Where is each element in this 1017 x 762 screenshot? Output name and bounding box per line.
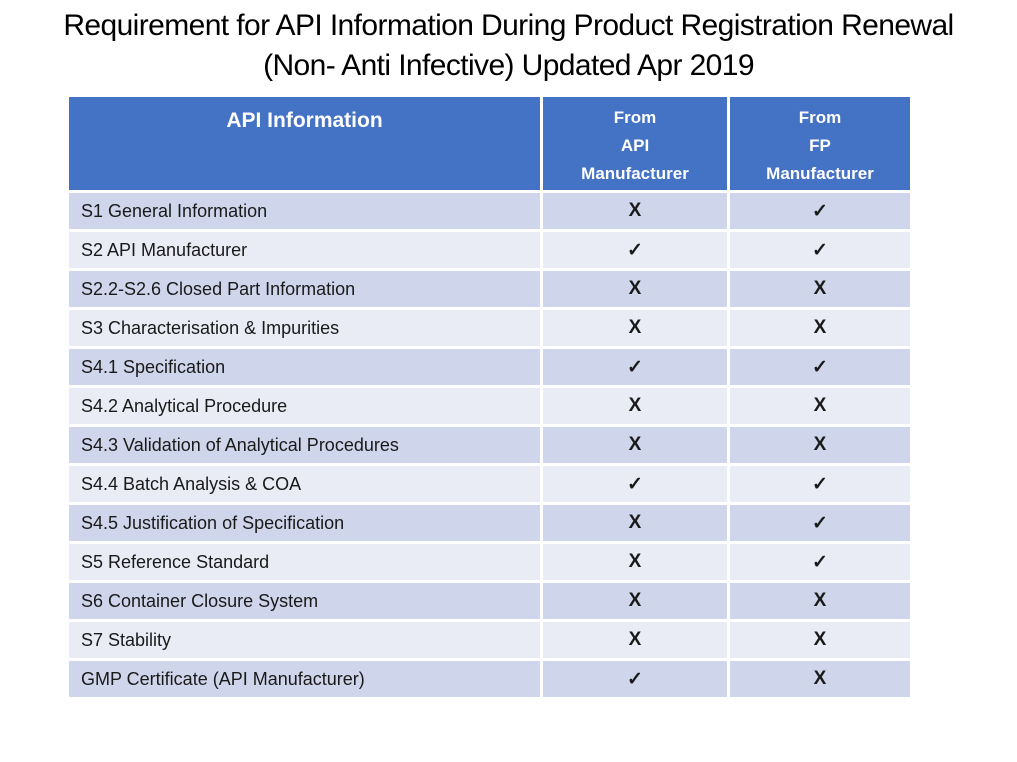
api-manufacturer-mark: X: [542, 309, 729, 348]
header-line: API: [620, 136, 650, 155]
row-label: S7 Stability: [68, 621, 542, 660]
table-header-row: [68, 96, 912, 192]
table-row: [68, 387, 912, 426]
fp-manufacturer-mark: ✓: [729, 192, 912, 231]
table-row: [68, 504, 912, 543]
fp-manufacturer-mark: ✓: [729, 465, 912, 504]
table-row: [68, 582, 912, 621]
table-row: [68, 426, 912, 465]
header-from-fp-manufacturer: [729, 96, 912, 192]
header-from-api-manufacturer: [542, 96, 729, 192]
row-label: S2 API Manufacturer: [68, 231, 542, 270]
api-manufacturer-mark: ✓: [542, 465, 729, 504]
fp-manufacturer-mark: X: [729, 309, 912, 348]
row-label: S4.3 Validation of Analytical Procedures: [68, 426, 542, 465]
row-label: S6 Container Closure System: [68, 582, 542, 621]
api-manufacturer-mark: X: [542, 270, 729, 309]
header-line: FP: [809, 136, 831, 155]
table-row: [68, 231, 912, 270]
api-manufacturer-mark: ✓: [542, 348, 729, 387]
api-manufacturer-mark: X: [542, 504, 729, 543]
row-label: S4.5 Justification of Specification: [68, 504, 542, 543]
fp-manufacturer-mark: X: [729, 387, 912, 426]
table-row: [68, 309, 912, 348]
api-manufacturer-mark: X: [542, 387, 729, 426]
row-label: GMP Certificate (API Manufacturer): [68, 660, 542, 699]
table-row: [68, 192, 912, 231]
fp-manufacturer-mark: ✓: [729, 348, 912, 387]
row-label: S1 General Information: [68, 192, 542, 231]
header-line: From: [613, 108, 657, 127]
fp-manufacturer-mark: ✓: [729, 231, 912, 270]
api-requirements-table: [66, 94, 913, 700]
api-manufacturer-mark: X: [542, 582, 729, 621]
table-row: [68, 543, 912, 582]
page-title-line2: (Non- Anti Infective) Updated Apr 2019: [263, 49, 754, 82]
fp-manufacturer-mark: X: [729, 582, 912, 621]
table-row: [68, 348, 912, 387]
table-body: [68, 192, 912, 699]
row-label: S4.1 Specification: [68, 348, 542, 387]
fp-manufacturer-mark: ✓: [729, 504, 912, 543]
fp-manufacturer-mark: X: [729, 660, 912, 699]
header-line: From: [798, 108, 842, 127]
api-manufacturer-mark: ✓: [542, 231, 729, 270]
table-row: [68, 465, 912, 504]
api-manufacturer-mark: X: [542, 192, 729, 231]
table-row: [68, 660, 912, 699]
api-manufacturer-mark: X: [542, 426, 729, 465]
page-title: [0, 6, 1017, 86]
row-label: S5 Reference Standard: [68, 543, 542, 582]
row-label: S2.2-S2.6 Closed Part Information: [68, 270, 542, 309]
header-line: Manufacturer: [581, 164, 689, 183]
row-label: S4.4 Batch Analysis & COA: [68, 465, 542, 504]
table-row: [68, 270, 912, 309]
api-manufacturer-mark: X: [542, 621, 729, 660]
api-manufacturer-mark: X: [542, 543, 729, 582]
api-manufacturer-mark: ✓: [542, 660, 729, 699]
row-label: S3 Characterisation & Impurities: [68, 309, 542, 348]
header-api-information: API Information: [68, 96, 542, 192]
fp-manufacturer-mark: ✓: [729, 543, 912, 582]
table-header: [68, 96, 912, 192]
header-line: Manufacturer: [766, 164, 874, 183]
page-title-line1: Requirement for API Information During Product Registration Renewal: [63, 9, 954, 42]
table-row: [68, 621, 912, 660]
row-label: S4.2 Analytical Procedure: [68, 387, 542, 426]
fp-manufacturer-mark: X: [729, 621, 912, 660]
fp-manufacturer-mark: X: [729, 270, 912, 309]
fp-manufacturer-mark: X: [729, 426, 912, 465]
